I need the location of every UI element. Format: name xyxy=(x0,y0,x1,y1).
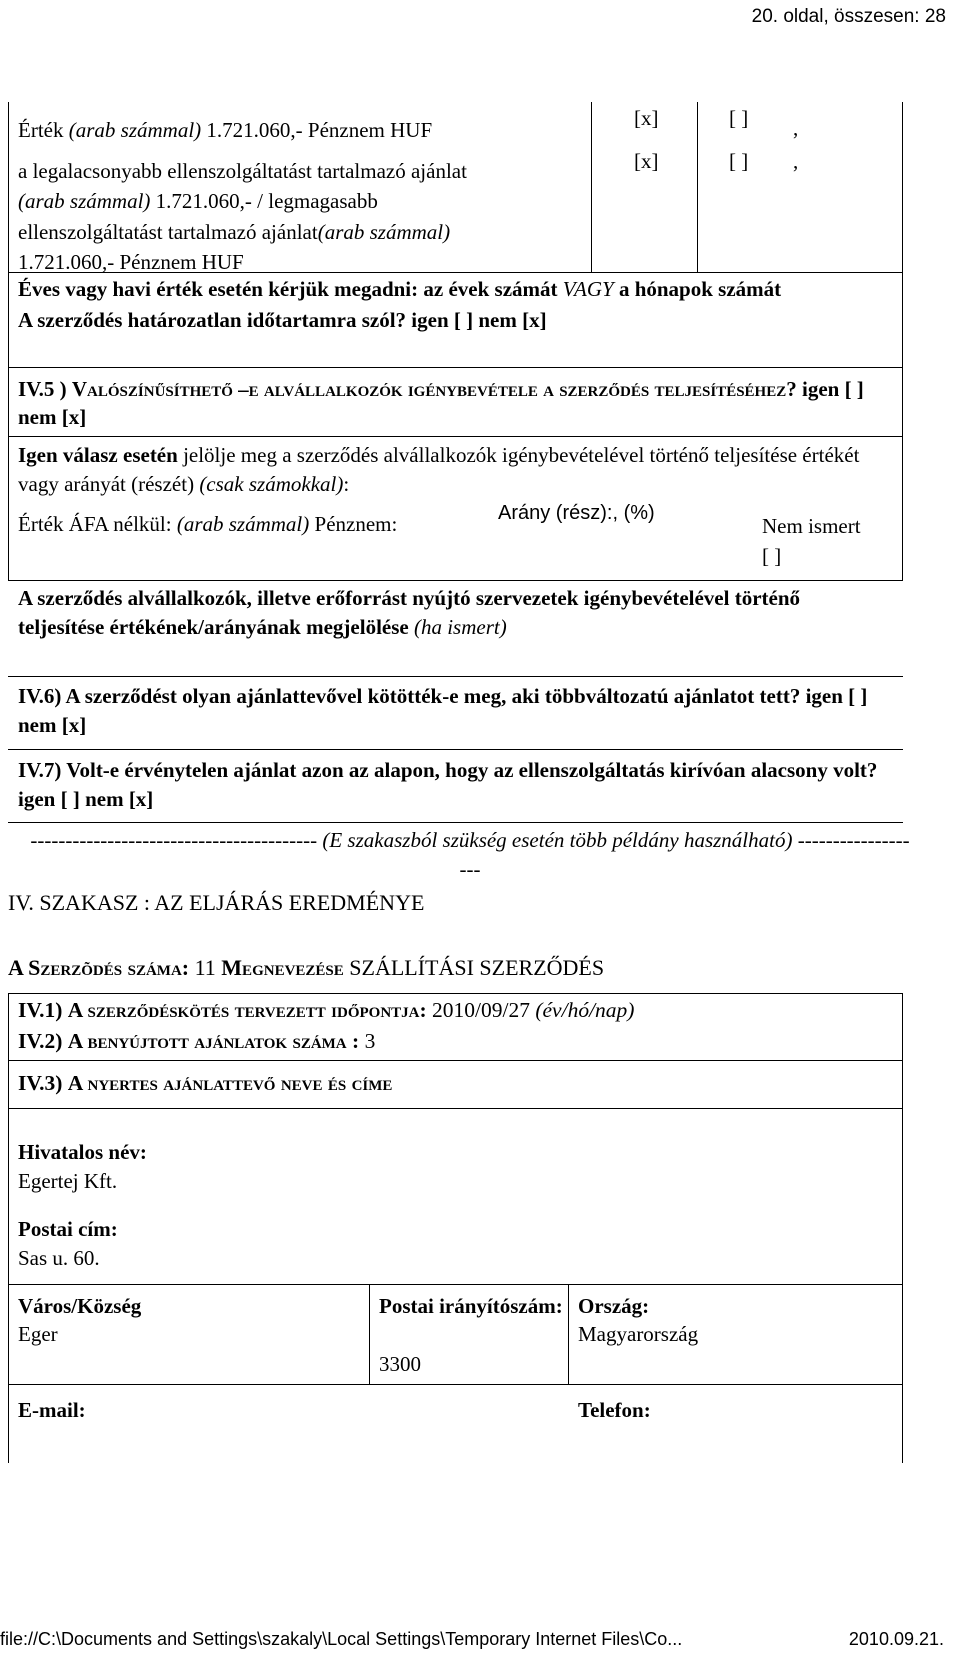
section-title: IV. SZAKASZ : AZ ELJÁRÁS EREDMÉNYE xyxy=(8,890,425,915)
yearly-text xyxy=(18,274,898,335)
iv5-heading: IV.5 ) Valószínűsíthető –e alvállalkozók igénybevétele a szerződés teljesítéséhez? igen [ ] nem [x] xyxy=(18,377,864,429)
checkbox-x[interactable]: [x] xyxy=(634,149,659,173)
postal-value: Sas u. 60. xyxy=(18,1246,100,1270)
contract-line: A Szerzõdés száma: 11 Megnevezése SZÁLLÍTÁSI SZERZŐDÉS xyxy=(8,955,605,980)
frame-right-line xyxy=(902,993,903,1463)
comma-mark: , xyxy=(793,149,799,173)
iv6-question: IV.6) A szerződést olyan ajánlattevővel kötötték-e meg, aki többváltozatú ajánlatot tett? igen [ ] nem [x] xyxy=(18,684,868,737)
frame-row-line xyxy=(8,749,903,750)
indefinite-question: A szerződés határozatlan időtartamra szól? igen [ ] nem [x] xyxy=(18,307,547,332)
email-label: E-mail: xyxy=(18,1398,86,1422)
frame-row-line xyxy=(8,1108,903,1109)
frame-left-line xyxy=(8,993,9,1463)
postal-label: Postai cím: xyxy=(18,1217,118,1241)
address-col-line xyxy=(568,1284,569,1384)
value-line: ellenszolgáltatást tartalmazó ajánlat(arab számmal) xyxy=(18,219,451,244)
iv1-line: IV.1) A szerződéskötés tervezett időpontja: 2010/09/27 (év/hó/nap) xyxy=(18,998,635,1022)
zip-value: 3300 xyxy=(379,1352,421,1376)
iv7-question: IV.7) Volt-e érvénytelen ajánlat azon az alapon, hogy az ellenszolgáltatás kirívóan alacsony volt? igen [ ] nem [x] xyxy=(18,758,878,811)
frame-row-line xyxy=(8,822,903,823)
frame-col2-line xyxy=(697,102,698,272)
iv2-line: IV.2) A benyújtott ajánlatok száma : 3 xyxy=(18,1029,376,1053)
address-col-line xyxy=(369,1284,370,1384)
frame-row-line xyxy=(8,993,903,994)
zip-label: Postai irányítószám: xyxy=(379,1294,563,1318)
yearly-question: Éves vagy havi érték esetén kérjük megadni: az évek számát VAGY a hónapok számát xyxy=(18,277,782,301)
checkbox-empty[interactable]: [ ] xyxy=(729,106,749,130)
frame-left-line xyxy=(8,102,9,580)
frame-row-line xyxy=(8,436,903,437)
frame-row-line xyxy=(8,580,903,581)
iv5-unknown-label: Nem ismert xyxy=(762,514,861,538)
comma-mark: , xyxy=(793,116,799,140)
iv3-line: IV.3) A nyertes ajánlattevő neve és címe xyxy=(18,1071,393,1095)
iv5-unknown-checkbox[interactable]: [ ] xyxy=(762,544,782,568)
value-line: a legalacsonyabb ellenszolgáltatást tartalmazó ajánlat xyxy=(18,158,467,183)
frame-row-line xyxy=(8,367,903,368)
frame-right-line xyxy=(902,102,903,580)
city-label: Város/Község xyxy=(18,1294,142,1318)
value-line: 1.721.060,- Pénznem HUF xyxy=(18,250,244,274)
iv5-ratio-label: Arány (rész):, (%) xyxy=(498,502,655,524)
checkbox-empty[interactable]: [ ] xyxy=(729,149,749,173)
iv5-value-label: Érték ÁFA nélkül: (arab számmal) Pénznem: xyxy=(18,512,398,536)
official-name-label: Hivatalos név: xyxy=(18,1140,147,1164)
frame-row-line xyxy=(8,1060,903,1061)
page-counter: 20. oldal, összesen: 28 xyxy=(751,6,946,27)
page-footer xyxy=(0,1627,944,1652)
official-name-value: Egertej Kft. xyxy=(18,1169,118,1193)
iv5-subcontract-note: A szerződés alvállalkozók, illetve erőforrást nyújtó szervezetek igénybevételével történő teljesítése értékének/arányának megjelölése (ha ismert) xyxy=(18,586,801,639)
country-value: Magyarország xyxy=(578,1322,699,1346)
value-line: Érték (arab számmal) 1.721.060,- Pénznem HUF xyxy=(18,118,433,142)
phone-label: Telefon: xyxy=(578,1398,651,1422)
file-path: file://C:\Documents and Settings\szakaly\Local Settings\Temporary Internet Files\Co... xyxy=(0,1629,683,1649)
country-label: Ország: xyxy=(578,1294,650,1318)
value-line: (arab számmal) 1.721.060,- / legmagasabb xyxy=(18,189,378,213)
city-value: Eger xyxy=(18,1322,58,1346)
frame-col1-line xyxy=(591,102,592,272)
value-text-block xyxy=(18,115,588,278)
frame-row-line xyxy=(8,676,903,677)
frame-row-line xyxy=(8,1384,903,1385)
checkbox-x[interactable]: [x] xyxy=(634,106,659,130)
print-date: 2010.09.21. xyxy=(848,1629,944,1649)
repeat-note: ----------------------------------------- (E szakaszból szükség esetén több példány használható) ------------------- xyxy=(30,828,910,881)
frame-row-line xyxy=(8,1284,903,1285)
iv5-instruction: Igen válasz esetén jelölje meg a szerződés alvállalkozók igénybevételével történő teljesítése értékét vagy arányát (részét) (csak számokkal): xyxy=(18,443,860,496)
